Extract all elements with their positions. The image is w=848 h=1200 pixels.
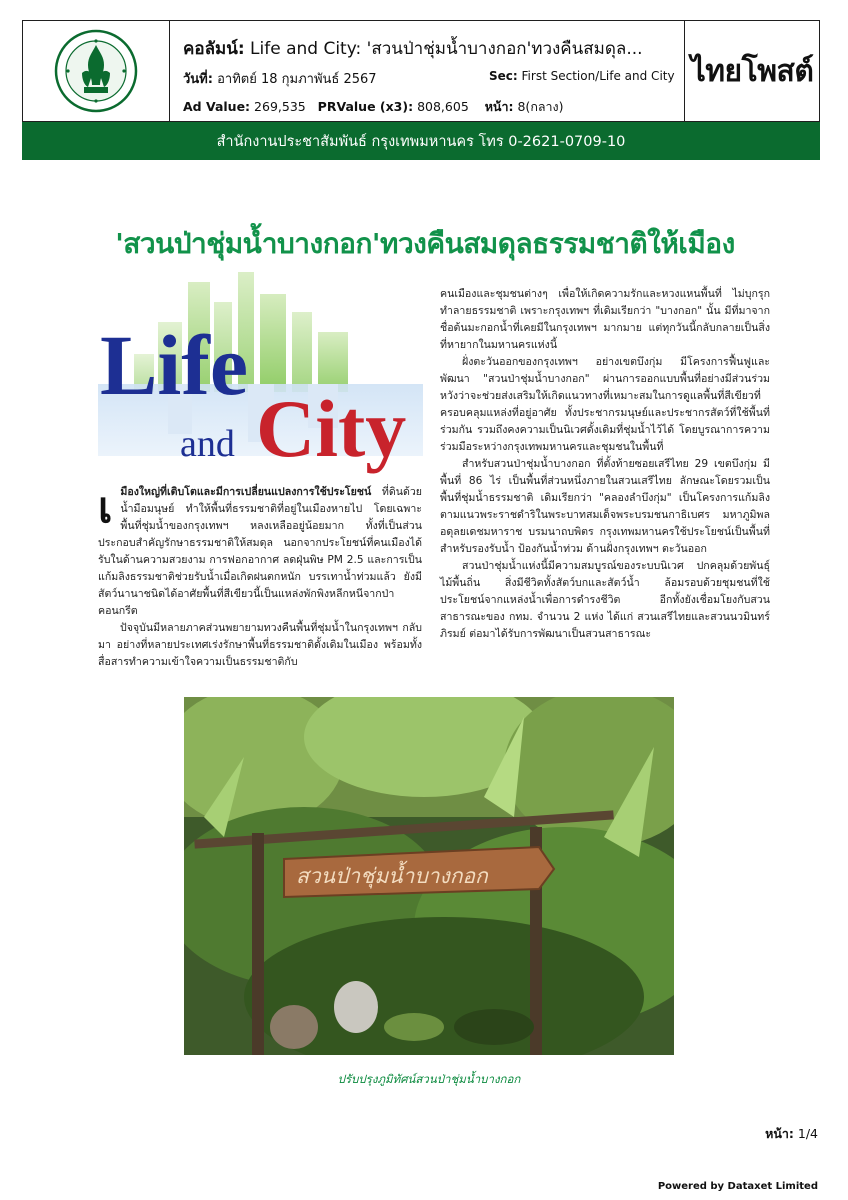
clipping-meta bbox=[183, 31, 683, 121]
section-row bbox=[489, 69, 689, 83]
powered-by: Powered by Dataxet Limited bbox=[657, 1181, 818, 1192]
city-skyline-icon bbox=[98, 272, 423, 490]
right-paragraph-2: ฝั่งตะวันออกของกรุงเทพฯ อย่างเขตบึงกุ่ม มีโครงการฟื้นฟูและพัฒนา "สวนป่าชุ่มน้ำบางกอก" ผ่านการออกแบบพื้นที่อย่างมีส่วนร่วม หวังว่าจะช่วยส่งเสริมให้เกิดแนวทางที่เหมาะสมในการดูแลพื้นที่สีเขียวที่ครอบคลุมแหล่งที่อยู่อาศัย ทั้งประชากรมนุษย์และประชากรสัตว์ที่ใช้พื้นที่ร่วมกัน รวมถึงคงความเป็นนิเวศดั้งเดิมที่ชุ่มน้ำไว้ได้ โดยบูรณาการความร่วมมือระหว่างกรุงเทพมหานครและชุมชนในพื้นที่ bbox=[440, 356, 770, 453]
ad-label: Ad Value: bbox=[183, 99, 251, 114]
column-label: คอลัมน์: bbox=[183, 39, 245, 59]
page-indicator bbox=[765, 1124, 818, 1144]
footer-page-value: 1/4 bbox=[797, 1126, 818, 1141]
right-paragraph-3: สำหรับสวนป่าชุ่มน้ำบางกอก ที่ตั้งท้ายซอยเสรีไทย 29 เขตบึงกุ่ม มีพื้นที่ 86 ไร่ เป็นพื้นที่ส่วนหนึ่งภายในสวนเสรีไทย ลักษณะโดยรวมเป็นพื้นที่ชุ่มน้ำธรรมชาติ เดิมเรียกว่า "คลองลำบึงกุ่ม" เป็นโครงการแก้มลิงตามแนวพระราชดำริในพระบาทสมเด็จพระบรมชนกาธิเบศร มหาภูมิพลอดุลยเดชมหาราช บรมนาถบพิตร กรุงเทพมหานครใช้ประโยชน์เป็นพื้นที่สำหรับรองรับน้ำ ป้องกันน้ำท่วม ด้านฝั่งกรุงเทพฯ ตะวันออก bbox=[440, 458, 770, 555]
dropcap: เ bbox=[98, 483, 113, 532]
ad-value: 269,535 bbox=[254, 99, 306, 114]
publication-logo: ไทยโพสต์ bbox=[690, 53, 814, 89]
office-bar bbox=[22, 122, 820, 160]
date-label: วันที่: bbox=[183, 72, 213, 87]
clipping-header bbox=[22, 20, 820, 122]
publication-cell bbox=[684, 21, 819, 121]
photo-sign-text: สวนป่าชุ่มน้ำบางกอก bbox=[296, 864, 488, 888]
pr-label: PRValue (x3): bbox=[317, 99, 414, 114]
page-value: 8(กลาง) bbox=[517, 99, 564, 114]
life-and-city-logo bbox=[98, 272, 423, 490]
right-paragraph-4: สวนป่าชุ่มน้ำแห่งนี้มีความสมบูรณ์ของระบบนิเวศ ปกคลุมด้วยพันธุ์ไม้พื้นถิ่น สิ่งมีชีวิตทั้งสัตว์บกและสัตว์น้ำ ล้อมรอบด้วยชุมชนที่ใช้ประโยชน์จากแหล่งน้ำเพื่อการดำรงชีวิต อีกทั้งยังเชื่อมโยงกับสวนสาธารณะของ กทม. จำนวน 2 แห่ง ได้แก่ สวนเสรีไทยและสวนนวมินทร์ภิรมย์ ต่อมาได้รับการพัฒนาเป็นสวนสาธารณะ bbox=[440, 560, 770, 640]
date-value: อาทิตย์ 18 กุมภาพันธ์ 2567 bbox=[217, 72, 377, 87]
article-photo bbox=[184, 697, 674, 1055]
wetland-garden-photo bbox=[184, 697, 674, 1055]
article-column-right bbox=[440, 286, 770, 643]
pr-value: 808,605 bbox=[417, 99, 469, 114]
bma-seal-icon bbox=[54, 29, 138, 113]
lead-bold-text: มืองใหญ่ที่เติบโตและมีการเปลี่ยนแปลงการใช้ประโยชน์ bbox=[120, 486, 372, 498]
sec-value: First Section/Life and City bbox=[521, 69, 675, 83]
page-label: หน้า: bbox=[484, 99, 514, 114]
column-value: Life and City: 'สวนป่าชุ่มน้ำบางกอก'ทวงคืนสมดุล... bbox=[250, 39, 643, 59]
article-headline: 'สวนป่าชุ่มน้ำบางกอก'ทวงคืนสมดุลธรรมชาติให้เมือง bbox=[115, 227, 735, 260]
office-bar-text: สำนักงานประชาสัมพันธ์ กรุงเทพมหานคร โทร 0-2621-0709-10 bbox=[216, 133, 626, 150]
article-column-left bbox=[98, 484, 422, 671]
date-row bbox=[183, 68, 377, 89]
photo-caption: ปรับปรุงภูมิทัศน์สวนป่าชุ่มน้ำบางกอก bbox=[337, 1072, 521, 1086]
footer-page-label: หน้า: bbox=[765, 1126, 794, 1141]
lead-paragraph bbox=[98, 484, 422, 620]
logo-life-text: Life bbox=[100, 317, 249, 413]
left-paragraph-1: ที่ดินด้วยน้ำมือมนุษย์ ทำให้พื้นที่ธรรมชาติที่อยู่ในเมืองหายไป โดยเฉพาะพื้นที่ชุ่มน้ำของกรุงเทพฯ หลงเหลืออยู่น้อยมาก ทั้งที่เป็นส่วนประกอบสำคัญรักษาธรรมชาติให้สมดุล นอกจากประโยชน์ที่คนเมืองได้รับในด้านความสวยงาม การฟอกอากาศ ลดฝุ่นพิษ PM 2.5 และการเป็นแก้มลิงธรรมชาติช่วยรับน้ำเมื่อเกิดฝนตกหนัก บรรเทาน้ำท่วมแล้ว ยังมีสัตว์นานาชนิดได้อาศัยพื้นที่สีเขียวนี้เป็นแหล่งพักพิงหลีกหนีจากป่าคอนกรีต bbox=[98, 486, 422, 617]
bma-seal-cell bbox=[23, 21, 170, 121]
value-row bbox=[183, 97, 564, 117]
right-paragraph-1: คนเมืองและชุมชนต่างๆ เพื่อให้เกิดความรักและหวงแหนพื้นที่ ไม่บุกรุกทำลายธรรมชาติ เพราะกรุงเทพฯ ที่เดิมเรียกว่า "บางกอก" นั้น มีที่มาจากชื่อต้นมะกอกน้ำที่เคยมีในกรุงเทพฯ มากมาย แต่ทุกวันนี้กลับกลายเป็นสิ่งที่หายากในมหานครแห่งนี้ bbox=[440, 288, 770, 351]
sec-label: Sec: bbox=[489, 69, 518, 83]
column-row bbox=[183, 35, 683, 62]
logo-and-text: and bbox=[180, 423, 235, 465]
logo-city-text: City bbox=[256, 383, 407, 474]
left-paragraph-2: ปัจจุบันมีหลายภาคส่วนพยายามทวงคืนพื้นที่ชุ่มน้ำในกรุงเทพฯ กลับมา อย่างที่หลายประเทศเร่งรักษาพื้นที่ธรรมชาติดั้งเดิมในเมือง พร้อมทั้งสื่อสารทำความเข้าใจความเป็นธรรมชาติกับ bbox=[98, 622, 422, 668]
